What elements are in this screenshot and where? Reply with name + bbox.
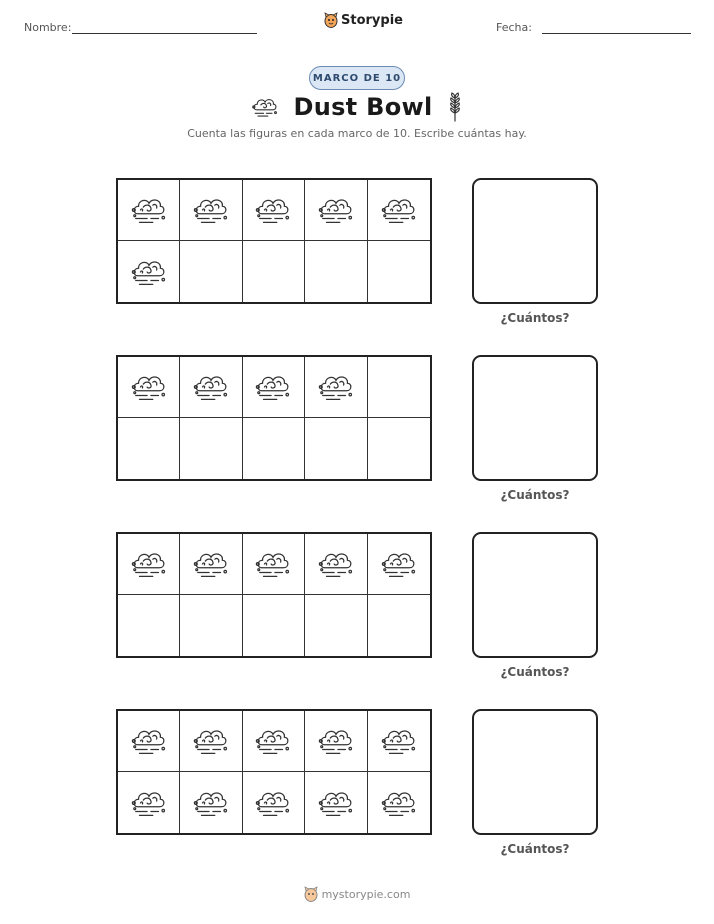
dust-cloud-icon xyxy=(130,546,168,582)
dust-cloud-icon xyxy=(192,369,230,405)
ten-frame-cell-filled xyxy=(305,180,367,241)
ten-frame-cell-filled xyxy=(180,534,242,595)
answer-label: ¿Cuántos? xyxy=(500,842,570,856)
ten-frame xyxy=(116,178,432,304)
ten-frame-cell-filled xyxy=(243,772,305,833)
ten-frame-cell-filled xyxy=(118,711,180,772)
date-field[interactable] xyxy=(542,33,691,34)
dust-cloud-icon xyxy=(130,192,168,228)
dust-cloud-icon xyxy=(192,723,230,759)
dust-cloud-icon xyxy=(380,192,418,228)
dust-cloud-icon xyxy=(254,785,292,821)
dust-cloud-icon xyxy=(254,192,292,228)
ten-frame-cell-filled xyxy=(305,357,367,418)
ten-frame-cell-empty xyxy=(368,595,430,656)
dust-cloud-icon xyxy=(130,254,168,290)
ten-frame-cell-filled xyxy=(180,357,242,418)
ten-frame xyxy=(116,355,432,481)
ten-frame-cell-filled xyxy=(368,534,430,595)
answer-box[interactable] xyxy=(472,178,598,304)
title-row xyxy=(0,92,714,122)
ten-frame-cell-empty xyxy=(305,595,367,656)
ten-frame-cell-empty xyxy=(243,241,305,302)
ten-frame-cell-filled xyxy=(243,711,305,772)
answer-box[interactable] xyxy=(472,355,598,481)
dust-cloud-icon xyxy=(317,192,355,228)
ten-frame-cell-filled xyxy=(368,180,430,241)
ten-frame xyxy=(116,532,432,658)
dust-cloud-icon xyxy=(254,723,292,759)
page-title: Dust Bowl xyxy=(293,93,433,121)
instructions: Cuenta las figuras en cada marco de 10. Escribe cuántas hay. xyxy=(187,127,527,140)
answer-label: ¿Cuántos? xyxy=(500,488,570,502)
answer-label: ¿Cuántos? xyxy=(500,311,570,325)
ten-frame-cell-filled xyxy=(118,534,180,595)
brand-logo xyxy=(324,12,403,28)
dust-cloud-icon xyxy=(317,369,355,405)
dust-cloud-icon xyxy=(192,192,230,228)
ten-frame-cell-empty xyxy=(180,241,242,302)
storypie-mascot-icon xyxy=(304,886,318,902)
dust-cloud-icon xyxy=(130,723,168,759)
ten-frame-cell-filled xyxy=(180,772,242,833)
date-label: Fecha: xyxy=(496,21,532,34)
category-badge: MARCO DE 10 xyxy=(309,66,405,90)
name-label: Nombre: xyxy=(24,21,72,34)
ten-frame-cell-filled xyxy=(305,711,367,772)
ten-frame-cell-filled xyxy=(180,180,242,241)
footer-url: mystorypie.com xyxy=(321,887,411,901)
dust-cloud-icon xyxy=(380,723,418,759)
dust-cloud-icon xyxy=(130,369,168,405)
ten-frame-cell-filled xyxy=(243,180,305,241)
footer xyxy=(0,886,714,902)
ten-frame-cell-filled xyxy=(180,711,242,772)
ten-frame-cell-empty xyxy=(368,241,430,302)
storypie-mascot-icon xyxy=(324,12,338,28)
dust-cloud-icon xyxy=(380,785,418,821)
dust-cloud-icon xyxy=(317,723,355,759)
dust-cloud-icon xyxy=(254,546,292,582)
dust-cloud-icon xyxy=(317,546,355,582)
answer-box[interactable] xyxy=(472,532,598,658)
ten-frame-cell-filled xyxy=(368,711,430,772)
dust-cloud-icon xyxy=(251,94,279,120)
ten-frame xyxy=(116,709,432,835)
dust-cloud-icon xyxy=(192,785,230,821)
answer-label: ¿Cuántos? xyxy=(500,665,570,679)
ten-frame-cell-filled xyxy=(305,772,367,833)
ten-frame-cell-filled xyxy=(243,534,305,595)
ten-frame-cell-empty xyxy=(305,241,367,302)
dust-cloud-icon xyxy=(317,785,355,821)
dust-cloud-icon xyxy=(130,785,168,821)
ten-frame-cell-filled xyxy=(118,180,180,241)
ten-frame-cell-filled xyxy=(243,357,305,418)
ten-frame-cell-empty xyxy=(243,595,305,656)
ten-frame-cell-filled xyxy=(118,357,180,418)
answer-box[interactable] xyxy=(472,709,598,835)
ten-frame-cell-empty xyxy=(118,418,180,479)
ten-frame-cell-filled xyxy=(305,534,367,595)
dust-cloud-icon xyxy=(192,546,230,582)
wheat-icon xyxy=(447,92,463,122)
ten-frame-cell-filled xyxy=(118,241,180,302)
ten-frame-cell-empty xyxy=(118,595,180,656)
ten-frame-cell-empty xyxy=(305,418,367,479)
brand-name: Storypie xyxy=(341,12,403,28)
ten-frame-cell-empty xyxy=(243,418,305,479)
ten-frame-cell-empty xyxy=(180,595,242,656)
name-field[interactable] xyxy=(72,33,257,34)
ten-frame-cell-filled xyxy=(118,772,180,833)
ten-frame-cell-empty xyxy=(368,418,430,479)
dust-cloud-icon xyxy=(380,546,418,582)
dust-cloud-icon xyxy=(254,369,292,405)
ten-frame-cell-filled xyxy=(368,772,430,833)
ten-frame-cell-empty xyxy=(180,418,242,479)
ten-frame-cell-empty xyxy=(368,357,430,418)
